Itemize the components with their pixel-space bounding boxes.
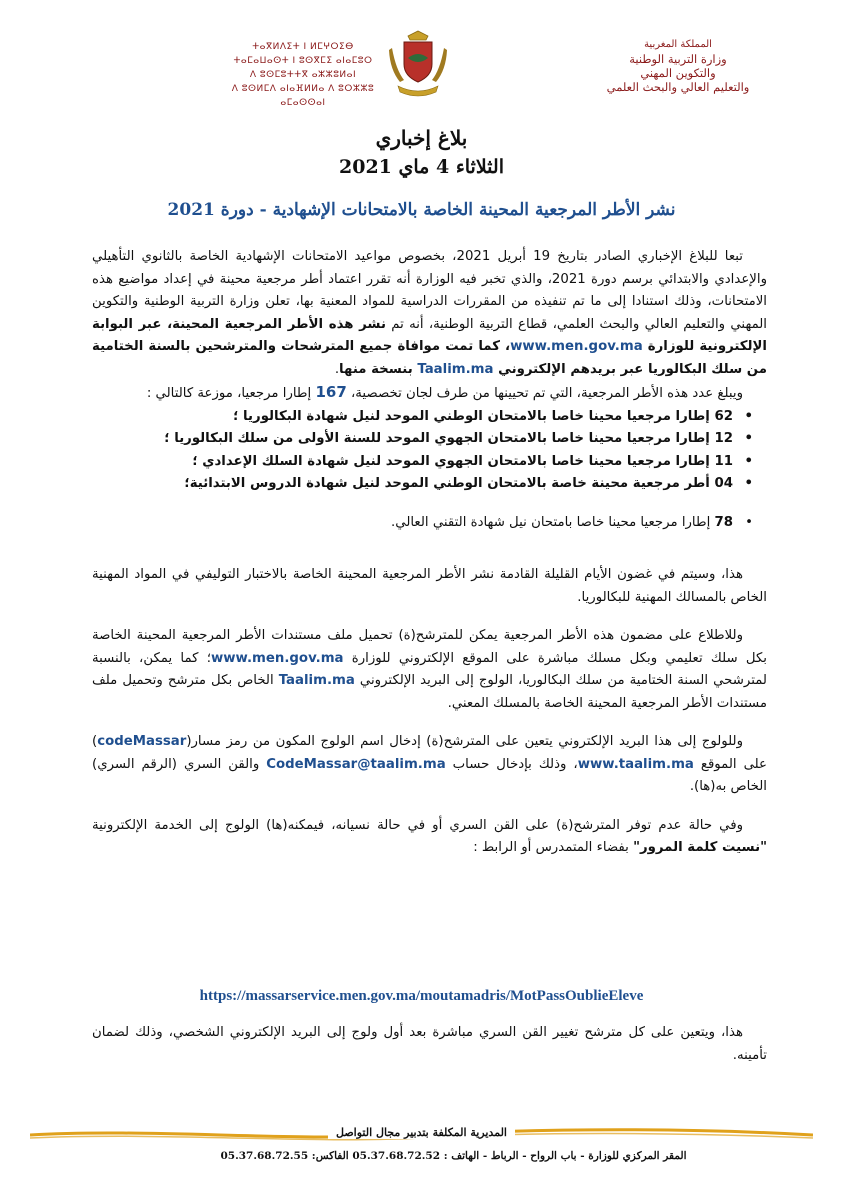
item-text: أطر مرجعية محينة خاصة بالامتحان الوطني الموحد لنيل شهادة الدروس الابتدائية؛ bbox=[184, 476, 715, 491]
text: ، وذلك بإدخال حساب bbox=[445, 756, 578, 772]
total-count: 167 bbox=[315, 383, 347, 401]
account-email: CodeMassar@taalim.ma bbox=[266, 756, 446, 772]
text: ويبلغ عدد هذه الأطر المرجعية، التي تم تحيينها من طرف لجان تخصصية، bbox=[346, 386, 743, 401]
header-line: ⴷ ⵓⵙⵎⵓⵜⵜⴳ ⴰⵣⵣⵓⵍⴰⵏ bbox=[249, 70, 357, 80]
text: والقن السري (الرقم السري) الخاص به(ها). bbox=[92, 756, 767, 794]
bold-text: نشر هذه الأطر المرجعية المحينة، عبر البوابة الإلكترونية للوزارة bbox=[92, 316, 767, 354]
text: . bbox=[334, 361, 340, 377]
bold-text: "نسيت كلمة المرور" bbox=[633, 840, 767, 855]
header-line: والتعليم العالي والبحث العلمي bbox=[606, 80, 750, 94]
text: ) على الموقع bbox=[92, 734, 767, 772]
ministry-url: www.men.gov.ma bbox=[210, 650, 344, 666]
closing-section bbox=[92, 1022, 767, 1067]
paragraph-2 bbox=[92, 381, 767, 406]
footer-address: المقر المركزي للوزارة - باب الرواح - الرباط - الهاتف : 05.37.68.72.52 الفاكس: 05.37.68.72.55 bbox=[220, 1150, 687, 1162]
ministry-header-tifinagh bbox=[218, 40, 388, 110]
header-line: المملكة المغربية bbox=[644, 39, 712, 50]
item-text: إطارا مرجعيا محينا خاصا بالامتحان الجهوي الموحد لنيل شهادة السلك الإعدادي ؛ bbox=[192, 453, 715, 469]
paragraph-1 bbox=[92, 246, 767, 381]
taalim-link: Taalim.ma bbox=[278, 673, 355, 688]
text: وللولوج إلى هذا البريد الإلكتروني يتعين على المترشح(ة) إدخال اسم الولوج المكون من رمز مسار( bbox=[186, 734, 743, 749]
item-count: 78 bbox=[714, 514, 733, 530]
item-count: 11 bbox=[714, 453, 733, 469]
header-line: ⵜⴰⴳⵍⴷⵉⵜ ⵏ ⵍⵎⵖⵔⵉⴱ bbox=[252, 42, 354, 52]
item-count: 04 bbox=[714, 476, 733, 491]
item-count: 62 bbox=[714, 408, 733, 424]
text: إطارا مرجعيا، موزعة كالتالي : bbox=[146, 386, 316, 401]
paragraph-5 bbox=[92, 731, 767, 799]
list-item bbox=[92, 473, 753, 496]
bold-text: ، كما تمت موافاة جميع المترشحات والمترشحين بالسنة الختامية من سلك البكالوريا عبر بريدهم الإلكتروني bbox=[92, 339, 767, 377]
bold-text: بنسخة منها bbox=[339, 361, 418, 377]
item-text: إطارا مرجعيا محينا خاصا بالامتحان الجهوي الموحد للسنة الأولى من سلك البكالوريا ؛ bbox=[164, 431, 715, 446]
text: وللاطلاع على مضمون هذه الأطر المرجعية يمكن للمترشح(ة) تحميل ملف مستندات الأطر المرجعية المحينة الخاصة بكل سلك تعليمي وبكل مسلك مباشرة على الموقع الإلكتروني للوزارة bbox=[92, 628, 767, 666]
footer-directorate bbox=[0, 1126, 843, 1139]
ministry-header-arabic bbox=[573, 38, 783, 94]
text: بفضاء المتمدرس أو الرابط : bbox=[473, 840, 634, 855]
coat-of-arms-icon bbox=[386, 30, 450, 100]
text: تبعا للبلاغ الإخباري الصادر بتاريخ 19 أبريل 2021، بخصوص مواعيد الامتحانات الإشهادية الخاصة بالثانوي التأهيلي والإعدادي والابتدائي برسم دورة 2021، والذي تخبر فيه الوزارة أنه تقرر اعتماد أطر مرجعية محينة في إعداد مواضيع هذه الامتحانات، وذلك استنادا إلى ما تم تنفيذه من المقررات الدراسية للمواد المعنية بها، تعلن وزارة التربية الوطنية والتكوين المهني والتعليم العالي والبحث العلمي، قطاع التربية الوطنية، أنه تم bbox=[92, 249, 768, 332]
document-body bbox=[92, 246, 767, 860]
password-recovery-link[interactable]: https://massarservice.men.gov.ma/moutamadris/MotPassOublieEleve bbox=[199, 988, 644, 1004]
taalim-site: www.taalim.ma bbox=[577, 756, 694, 772]
list-item bbox=[92, 406, 753, 429]
paragraph-6 bbox=[92, 815, 767, 860]
list-item bbox=[92, 451, 753, 474]
frameworks-list bbox=[92, 406, 767, 535]
document-date: الثلاثاء 4 ماي 2021 bbox=[339, 156, 504, 178]
paragraph-3: هذا، وسيتم في غضون الأيام القليلة القادمة نشر الأطر المرجعية المحينة الخاصة بالاختبار التوليفي في المواد المهنية الخاص بالمسالك المهنية للبكالوريا. bbox=[92, 567, 767, 605]
header-line: والتكوين المهني bbox=[640, 66, 716, 80]
paragraph-4 bbox=[92, 625, 767, 715]
footer-directorate-text: المديرية المكلفة بتدبير مجال التواصل bbox=[328, 1126, 515, 1139]
document-type-title: بلاغ إخباري bbox=[375, 126, 468, 150]
item-count: 12 bbox=[714, 431, 733, 446]
list-item bbox=[92, 512, 753, 535]
header-line: ⵜⴰⵎⴰⵡⴰⵙⵜ ⵏ ⵓⵙⴳⵎⵉ ⴰⵏⴰⵎⵓⵔ bbox=[233, 56, 373, 66]
text: الخاص بكل مترشح وتحميل ملف مستندات الأطر المرجعية المحينة الخاصة بالمسلك المعني. bbox=[92, 673, 767, 711]
code-massar: codeMassar bbox=[97, 734, 187, 749]
document-subject: نشر الأطر المرجعية المحينة الخاصة بالامتحانات الإشهادية - دورة 2021 bbox=[167, 200, 676, 220]
list-item bbox=[92, 428, 753, 451]
header-line: وزارة التربية الوطنية bbox=[629, 52, 727, 66]
text: ؛ كما يمكن، بالنسبة لمترشحي السنة الختامية من سلك البكالوريا، الولوج إلى البريد الإلكتروني bbox=[92, 650, 767, 688]
header-line: ⴷ ⵓⵙⵍⵎⴷ ⴰⵏⴰⴼⵍⵍⴰ ⴷ ⵓⵔⵣⵣⵓ ⴰⵎⴰⵙⵙⴰⵏ bbox=[231, 84, 375, 108]
item-text: إطارا مرجعيا محينا خاصا بامتحان نيل شهادة التقني العالي. bbox=[391, 514, 715, 530]
taalim-link: Taalim.ma bbox=[417, 361, 494, 377]
ministry-url: www.men.gov.ma bbox=[510, 339, 643, 354]
item-text: إطارا مرجعيا محينا خاصا بالامتحان الوطني الموحد لنيل شهادة البكالوريا ؛ bbox=[233, 408, 715, 424]
paragraph-7: هذا، ويتعين على كل مترشح تغيير القن السري مباشرة بعد أول ولوج إلى البريد الإلكتروني الشخصي، وذلك لضمان تأمينه. bbox=[92, 1025, 767, 1063]
text: وفي حالة عدم توفر المترشح(ة) على القن السري أو في حالة نسيانه، فيمكنه(ها) الولوج إلى الخدمة الإلكترونية bbox=[92, 817, 743, 833]
